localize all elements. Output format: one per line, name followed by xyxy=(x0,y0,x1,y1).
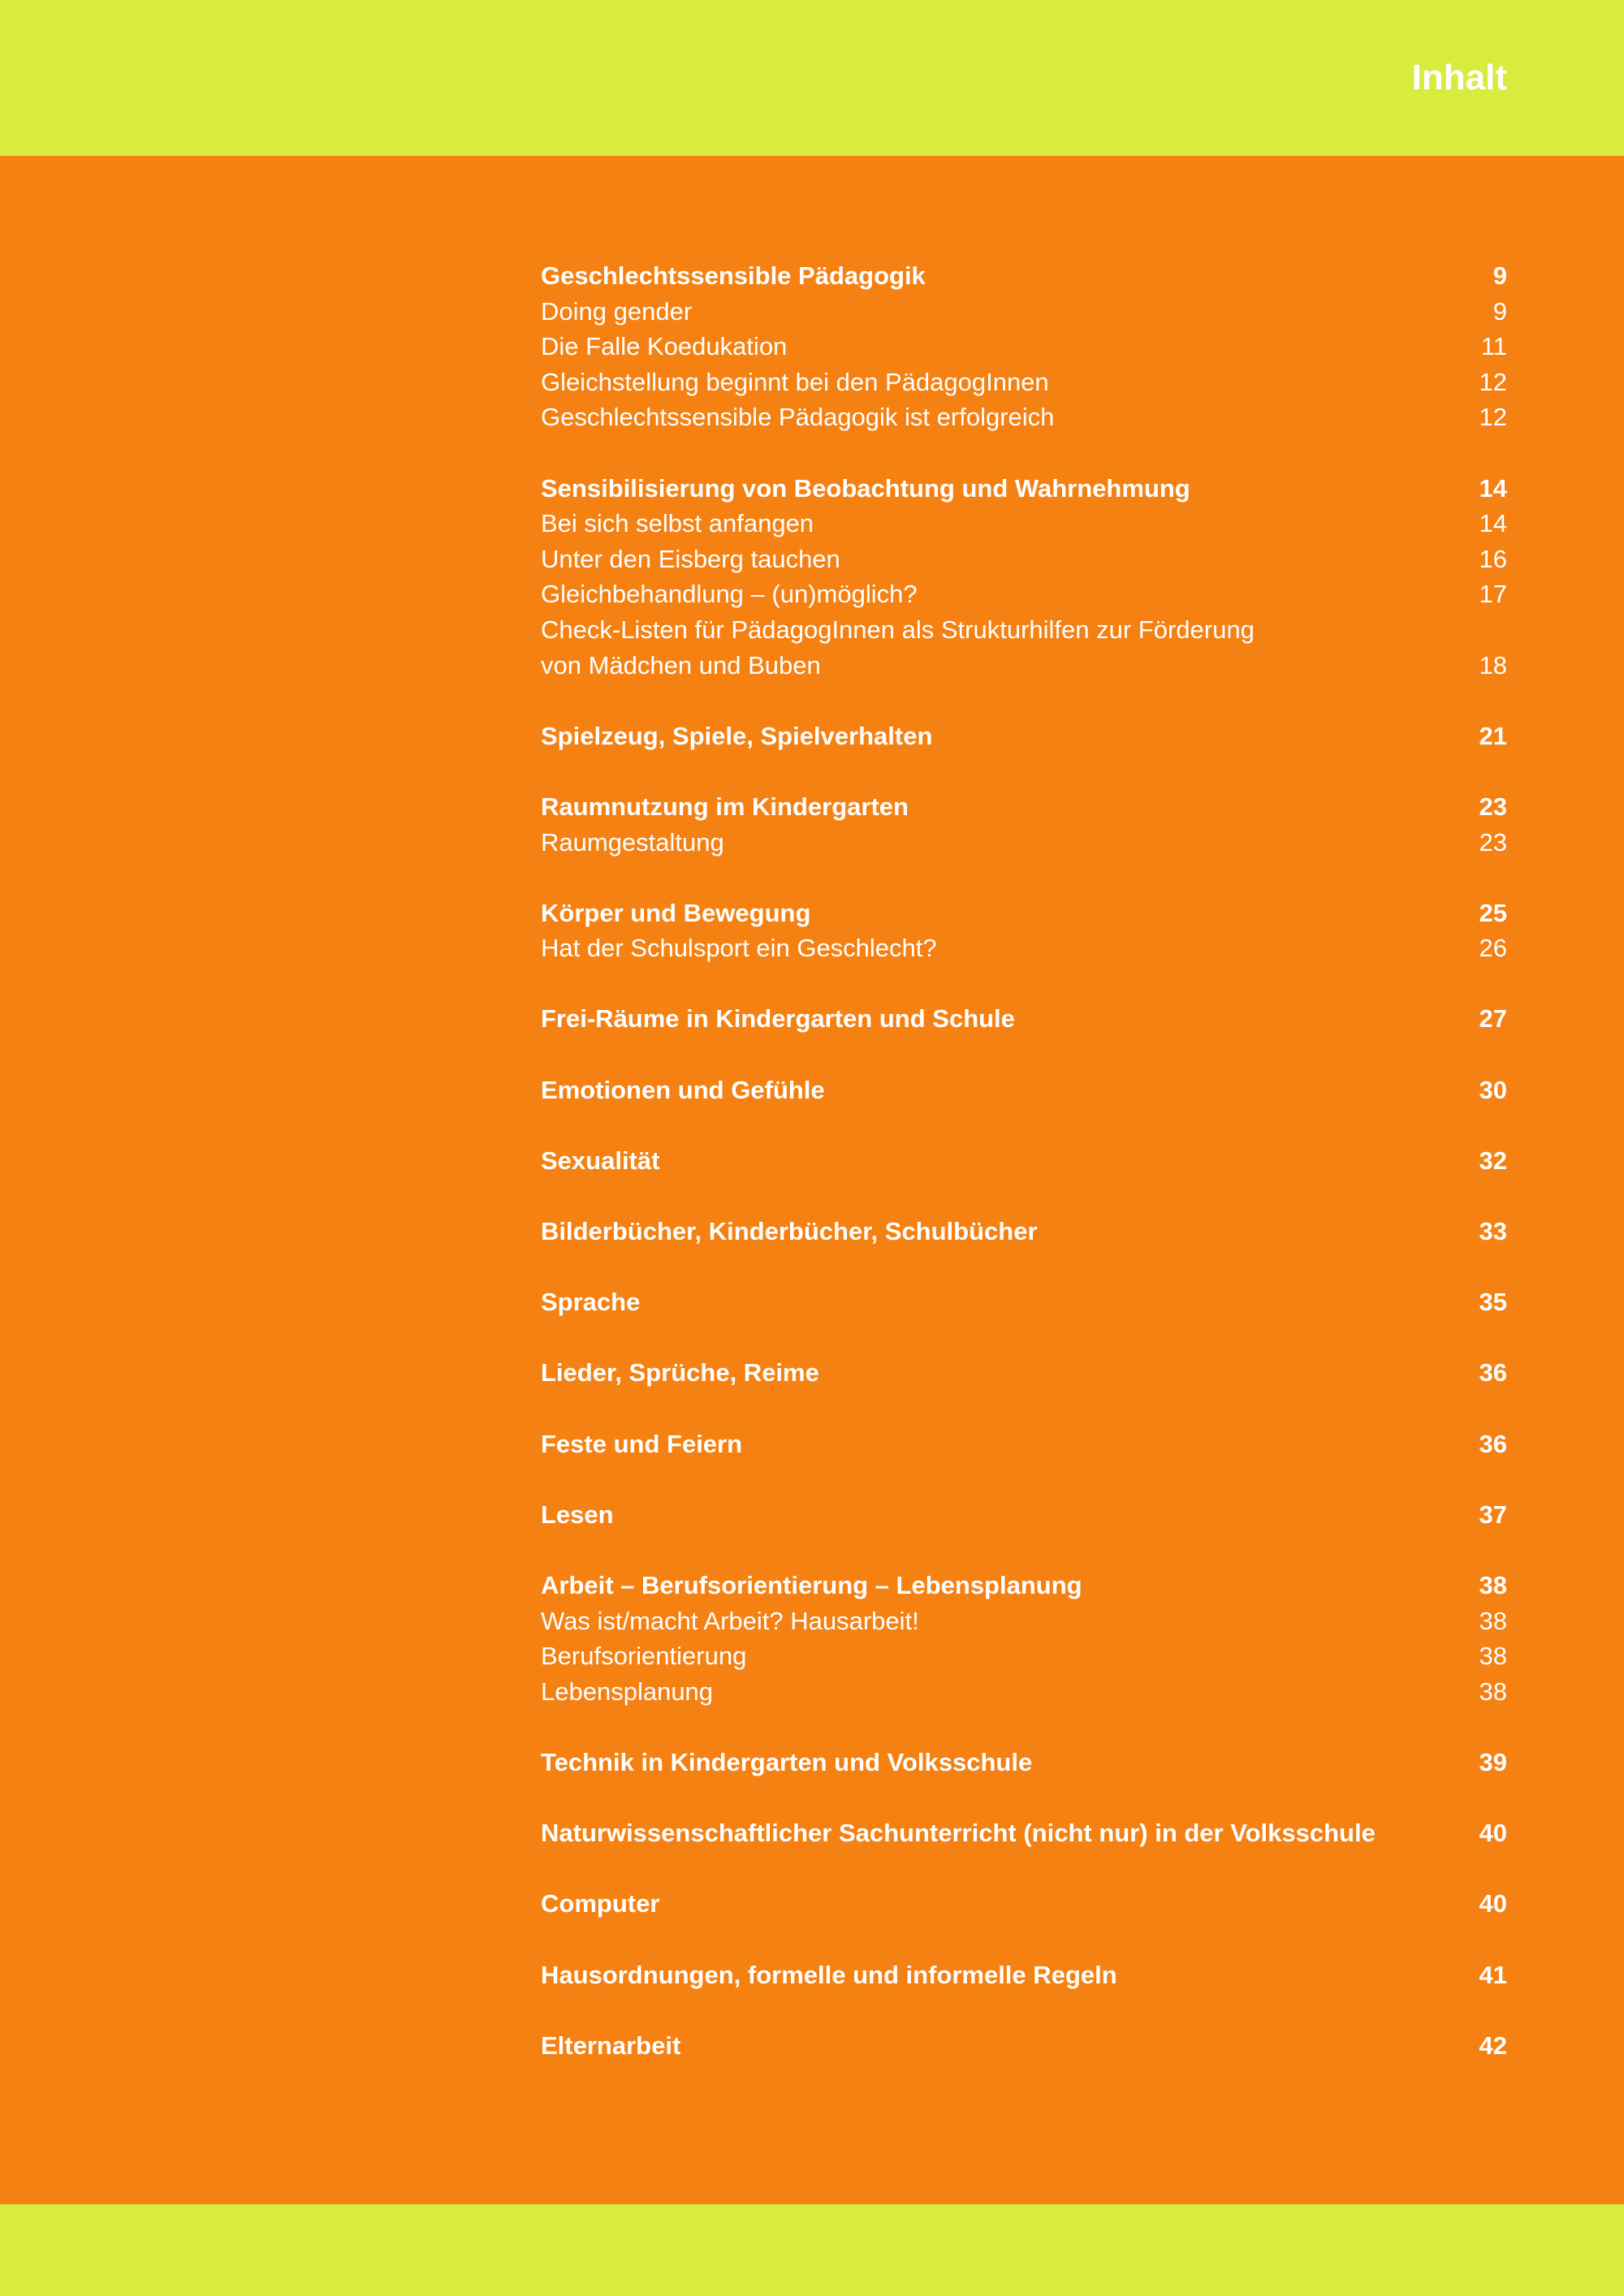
toc-section xyxy=(541,258,1507,435)
toc-heading-title: Bilderbücher, Kinderbücher, Schulbücher xyxy=(541,1217,1038,1246)
toc-section xyxy=(541,1745,1507,1780)
toc-entry-title: Was ist/macht Arbeit? Hausarbeit! xyxy=(541,1606,919,1635)
toc-entry xyxy=(541,1638,1507,1674)
toc-heading-title: Lieder, Sprüche, Reime xyxy=(541,1358,819,1388)
toc-heading xyxy=(541,1143,1507,1179)
toc-section xyxy=(541,1815,1507,1851)
toc-heading-title: Raumnutzung im Kindergarten xyxy=(541,792,909,821)
toc-heading-page-number: 23 xyxy=(1479,792,1507,821)
top-color-band xyxy=(0,0,1624,156)
toc-heading-page-number: 27 xyxy=(1479,1004,1507,1034)
toc-section xyxy=(541,1001,1507,1037)
toc-heading-title: Emotionen und Gefühle xyxy=(541,1075,825,1104)
toc-heading xyxy=(541,896,1507,931)
toc-entry xyxy=(541,612,1507,683)
toc-entry-page-number: 9 xyxy=(1492,296,1507,326)
toc-heading-title: Geschlechtssensible Pädagogik xyxy=(541,261,926,290)
toc-heading-title: Naturwissenschaftlicher Sachunterricht (nicht nur) in der Volksschule xyxy=(541,1819,1376,1848)
toc-section xyxy=(541,2028,1507,2064)
toc-section xyxy=(541,1214,1507,1249)
toc-entry-title: Hat der Schulsport ein Geschlecht? xyxy=(541,934,937,963)
toc-heading xyxy=(541,1355,1507,1391)
toc-heading-page-number: 41 xyxy=(1479,1960,1507,1989)
toc-section xyxy=(541,789,1507,860)
toc-section xyxy=(541,1957,1507,1993)
toc-entry-page-number: 17 xyxy=(1479,580,1507,609)
toc-heading-title: Arbeit – Berufsorientierung – Lebensplanung xyxy=(541,1570,1082,1599)
toc-section xyxy=(541,1886,1507,1922)
toc-heading-page-number: 36 xyxy=(1479,1429,1507,1458)
toc-heading-page-number: 42 xyxy=(1479,2031,1507,2060)
toc-entry-page-number: 12 xyxy=(1479,367,1507,396)
toc-entry-title: Doing gender xyxy=(541,296,693,326)
toc-heading-title: Spielzeug, Spiele, Spielverhalten xyxy=(541,721,933,750)
toc-entry-title: Gleichstellung beginnt bei den PädagogInnen xyxy=(541,367,1049,396)
toc-entry-page-number: 14 xyxy=(1479,509,1507,538)
toc-entry xyxy=(541,329,1507,365)
toc-heading xyxy=(541,1001,1507,1037)
toc-entry-title: Die Falle Koedukation xyxy=(541,332,788,361)
toc-heading-page-number: 21 xyxy=(1479,721,1507,750)
toc-heading-title: Computer xyxy=(541,1889,660,1918)
toc-entry xyxy=(541,506,1507,542)
toc-heading xyxy=(541,471,1507,507)
toc-heading xyxy=(541,1957,1507,1993)
toc-entry xyxy=(541,365,1507,400)
toc-heading-page-number: 37 xyxy=(1479,1500,1507,1529)
toc-heading xyxy=(541,1745,1507,1780)
toc-entry xyxy=(541,825,1507,861)
toc-heading-page-number: 14 xyxy=(1479,473,1507,503)
toc-entry-page-number: 38 xyxy=(1479,1677,1507,1706)
toc-section xyxy=(541,896,1507,966)
toc-heading-title: Lesen xyxy=(541,1500,614,1529)
toc-entry xyxy=(541,294,1507,330)
toc-heading-page-number: 36 xyxy=(1479,1358,1507,1388)
toc-entry-page-number: 11 xyxy=(1480,332,1507,361)
toc-entry-page-number: 16 xyxy=(1479,544,1507,573)
toc-entry xyxy=(541,1674,1507,1710)
toc-entry-page-number: 38 xyxy=(1479,1642,1507,1671)
toc-heading-page-number: 40 xyxy=(1479,1889,1507,1918)
toc-entry-page-number: 23 xyxy=(1479,827,1507,857)
toc-section xyxy=(541,1497,1507,1533)
page-title: Inhalt xyxy=(1411,58,1507,97)
toc-entry-title: Raumgestaltung xyxy=(541,827,724,857)
toc-section xyxy=(541,1284,1507,1320)
toc-heading-page-number: 30 xyxy=(1479,1075,1507,1104)
toc-heading-page-number: 35 xyxy=(1479,1288,1507,1317)
toc-entry-title: Berufsorientierung xyxy=(541,1642,747,1671)
toc-entry xyxy=(541,1603,1507,1639)
toc-heading-page-number: 32 xyxy=(1479,1146,1507,1175)
table-of-contents xyxy=(541,258,1507,2099)
toc-heading-page-number: 25 xyxy=(1479,898,1507,927)
toc-heading-title: Körper und Bewegung xyxy=(541,898,811,927)
toc-entry xyxy=(541,576,1507,612)
toc-section xyxy=(541,1072,1507,1108)
toc-heading-title: Feste und Feiern xyxy=(541,1429,743,1458)
toc-entry xyxy=(541,399,1507,435)
toc-heading-title: Frei-Räume in Kindergarten und Schule xyxy=(541,1004,1015,1034)
toc-heading xyxy=(541,2028,1507,2064)
toc-section xyxy=(541,1568,1507,1709)
toc-entry-title: Bei sich selbst anfangen xyxy=(541,509,814,538)
toc-entry-title: Gleichbehandlung – (un)möglich? xyxy=(541,580,918,609)
toc-heading xyxy=(541,789,1507,825)
toc-entry-title: Unter den Eisberg tauchen xyxy=(541,544,840,573)
toc-heading-title: Sprache xyxy=(541,1288,641,1317)
toc-entry-page-number: 18 xyxy=(1479,650,1507,680)
toc-entry-page-number: 12 xyxy=(1479,403,1507,432)
toc-entry-title: Check-Listen für PädagogInnen als Strukturhilfen zur Förderung von Mädchen und Buben xyxy=(541,615,1255,680)
toc-heading-page-number: 38 xyxy=(1479,1570,1507,1599)
toc-heading xyxy=(541,258,1507,294)
toc-entry-title: Lebensplanung xyxy=(541,1677,714,1706)
toc-heading xyxy=(541,1568,1507,1603)
toc-heading-title: Sexualität xyxy=(541,1146,660,1175)
toc-heading xyxy=(541,1886,1507,1922)
toc-heading-title: Elternarbeit xyxy=(541,2031,681,2060)
toc-section xyxy=(541,471,1507,684)
toc-heading xyxy=(541,1426,1507,1462)
toc-entry xyxy=(541,542,1507,577)
toc-section xyxy=(541,1426,1507,1462)
toc-heading xyxy=(541,719,1507,754)
toc-heading xyxy=(541,1497,1507,1533)
toc-heading xyxy=(541,1072,1507,1108)
toc-heading-title: Hausordnungen, formelle und informelle Regeln xyxy=(541,1960,1117,1989)
toc-heading-page-number: 40 xyxy=(1479,1819,1507,1848)
toc-heading xyxy=(541,1214,1507,1249)
toc-section xyxy=(541,1355,1507,1391)
toc-section xyxy=(541,1143,1507,1179)
toc-heading xyxy=(541,1815,1507,1851)
toc-entry xyxy=(541,930,1507,966)
toc-entry-title: Geschlechtssensible Pädagogik ist erfolgreich xyxy=(541,403,1055,432)
toc-entry-page-number: 38 xyxy=(1479,1606,1507,1635)
toc-heading-page-number: 9 xyxy=(1492,261,1507,290)
toc-heading-page-number: 33 xyxy=(1479,1217,1507,1246)
toc-entry-page-number: 26 xyxy=(1479,934,1507,963)
toc-heading-title: Technik in Kindergarten und Volksschule xyxy=(541,1747,1033,1776)
toc-section xyxy=(541,719,1507,754)
toc-heading xyxy=(541,1284,1507,1320)
bottom-color-band xyxy=(0,2204,1624,2296)
toc-heading-title: Sensibilisierung von Beobachtung und Wahrnehmung xyxy=(541,473,1190,503)
toc-heading-page-number: 39 xyxy=(1479,1747,1507,1776)
